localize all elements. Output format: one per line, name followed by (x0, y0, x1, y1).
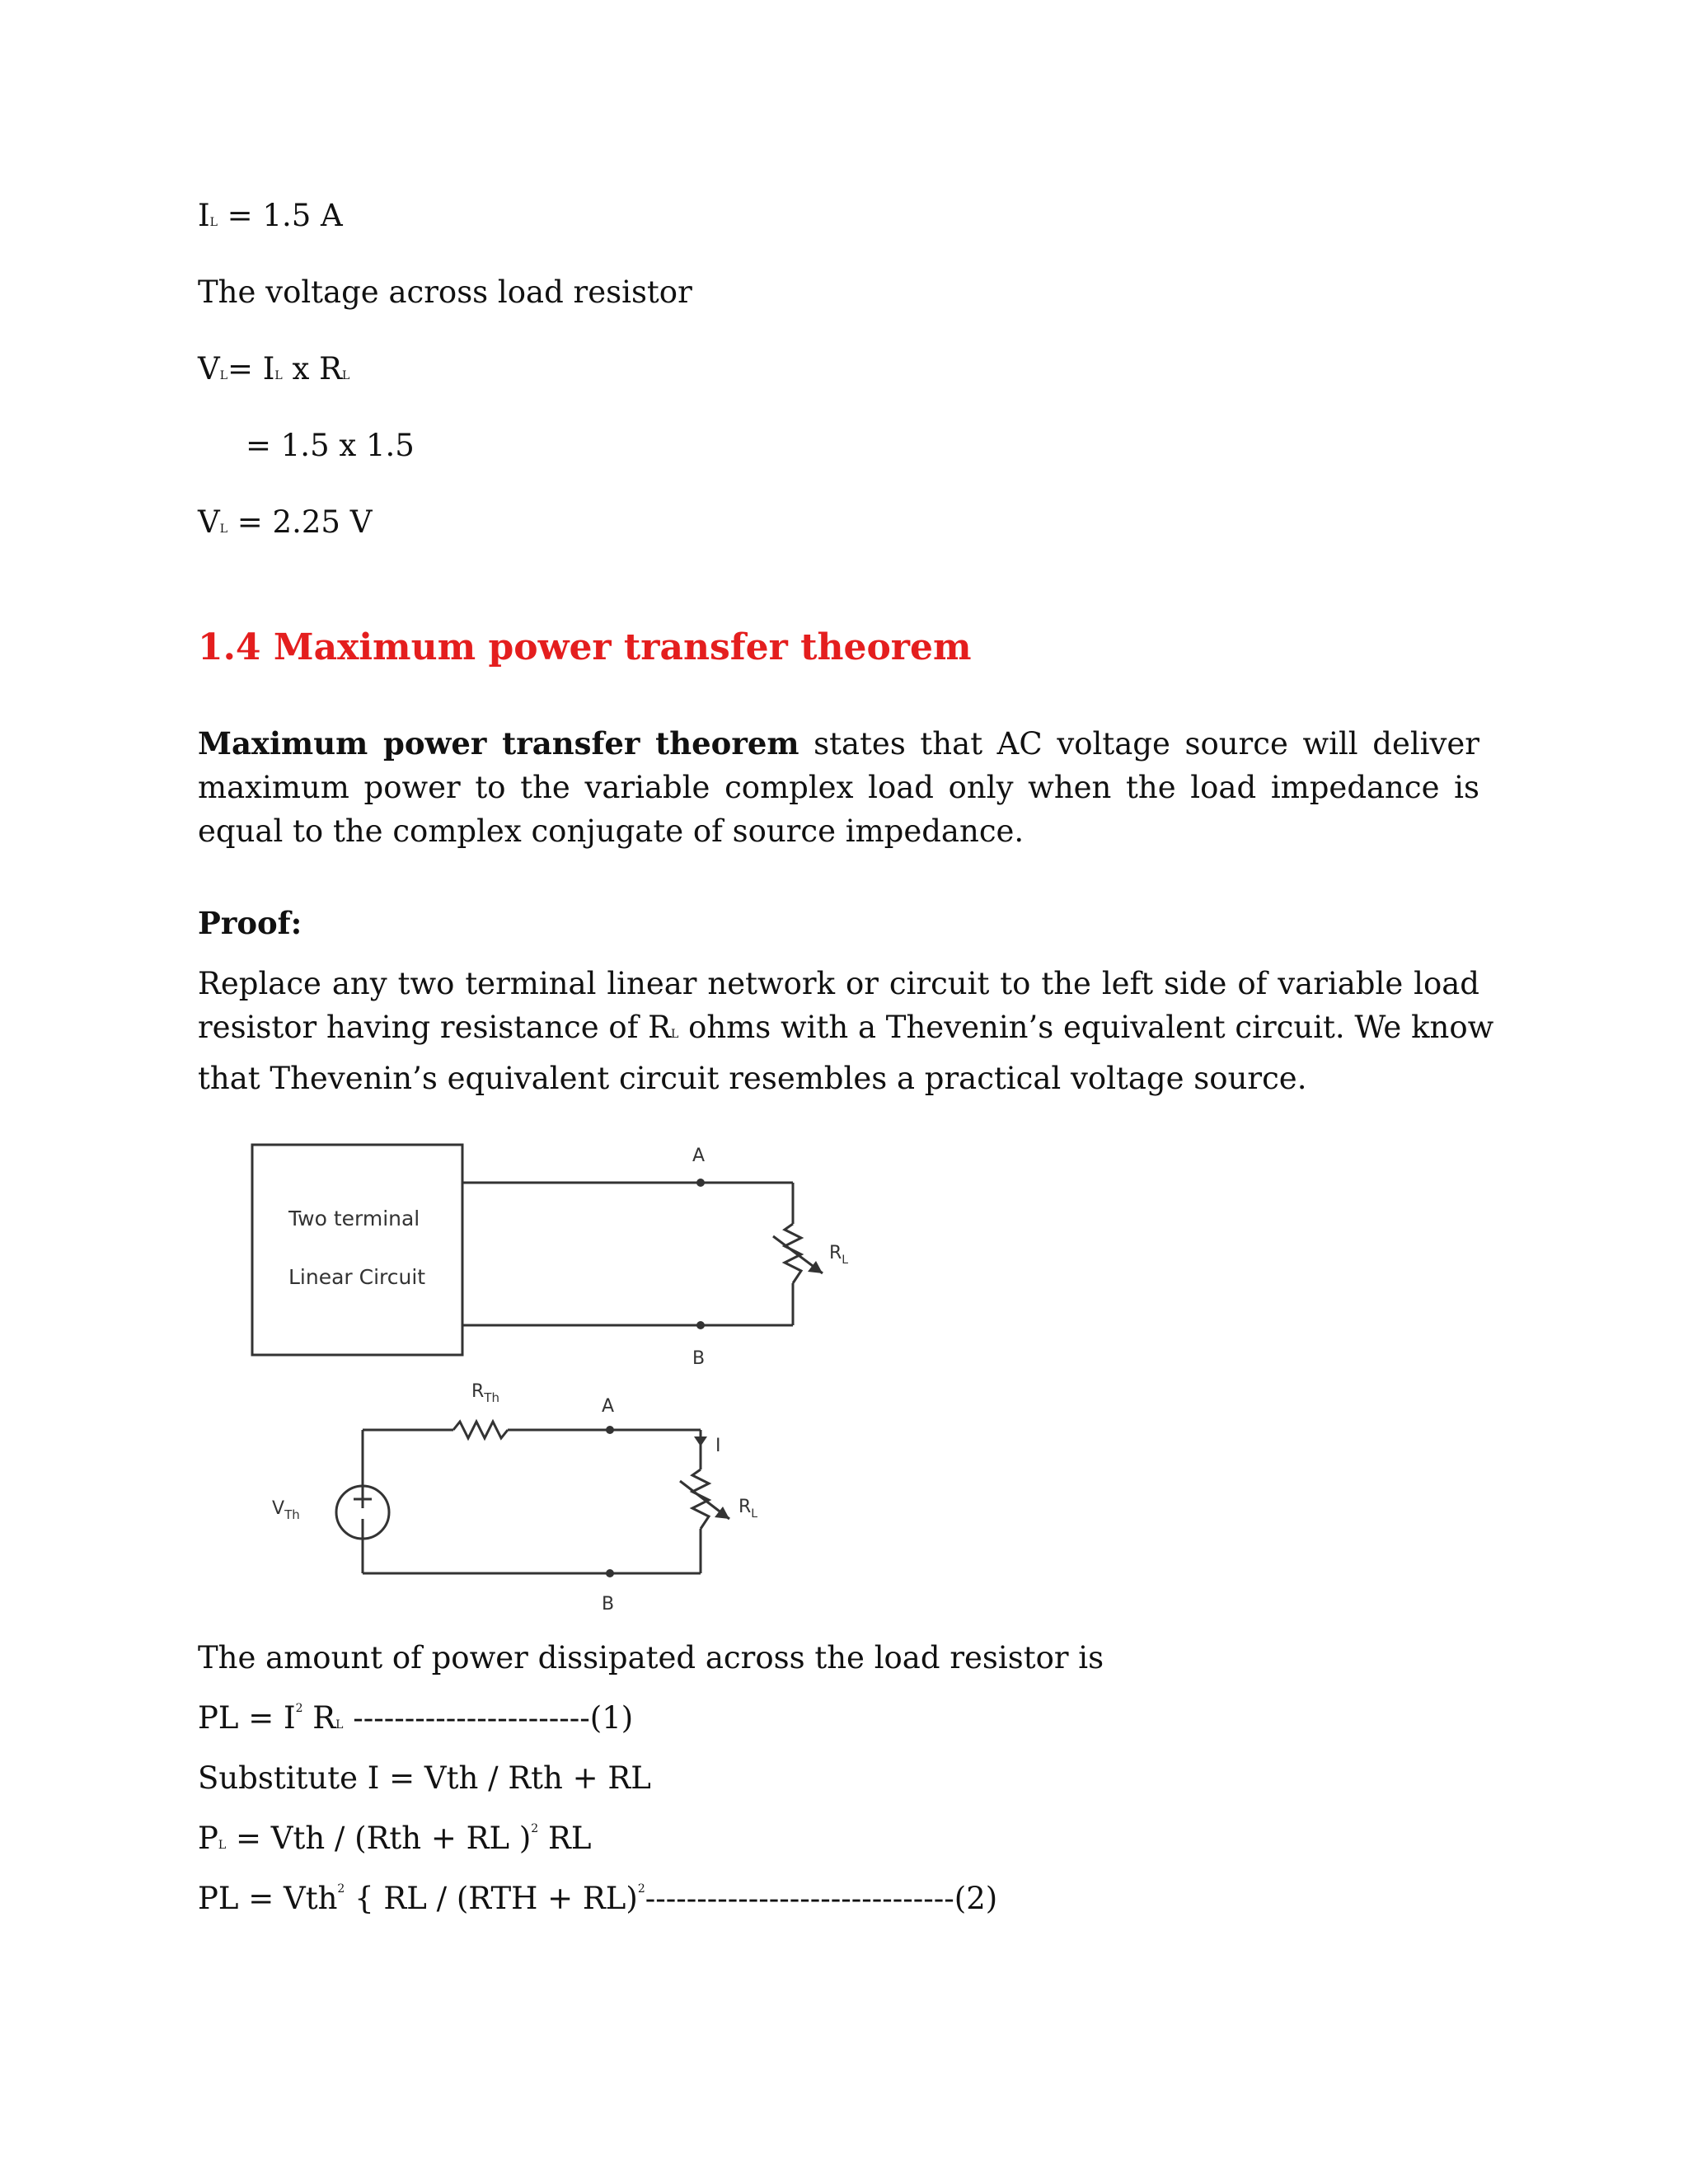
rth-sub: Th (484, 1390, 499, 1405)
il-subscript: L (209, 216, 218, 229)
box-label-1: Two terminal (288, 1207, 420, 1230)
current-label: I (715, 1436, 721, 1456)
rth-resistor (453, 1422, 508, 1438)
vl-result-subscript: L (219, 523, 228, 536)
proof-line-1: Replace any two terminal linear network or circuit to the left side of variable load (198, 966, 1479, 1001)
eq2-c: ------------------------------(2) (645, 1881, 998, 1916)
rth-label (471, 1381, 499, 1405)
top-rl-resistor (785, 1224, 801, 1283)
vl-result-value: = 2.25 V (227, 504, 373, 540)
intro-paragraph (198, 722, 1479, 853)
proof-line-2 (198, 1005, 1494, 1057)
eqpl-sub: L (218, 1839, 227, 1852)
node-a-top-label: A (692, 1146, 706, 1166)
node-b-top-label: B (692, 1348, 706, 1369)
box-label-2: Linear Circuit (288, 1265, 426, 1289)
rth-r: R (471, 1381, 485, 1402)
eq1-c: -----------------------(1) (343, 1700, 634, 1736)
equation-1 (198, 1700, 633, 1736)
node-b-top-dot (696, 1321, 705, 1329)
section-heading: 1.4 Maximum power transfer theorem (198, 626, 972, 668)
proof-paragraph (198, 962, 1494, 1100)
intro-line-3: equal to the complex conjugate of source impedance. (198, 813, 1025, 849)
eqpl-b: RL (538, 1821, 592, 1856)
eq2-b: { RL / (RTH + RL) (345, 1881, 638, 1916)
vl-times-r: x R (282, 351, 342, 387)
vl-formula (198, 351, 349, 387)
il-value: = 1.5 A (217, 198, 343, 233)
bottom-rl-resistor (692, 1469, 709, 1529)
node-a-top-dot (696, 1179, 705, 1187)
eq1-sub: L (335, 1718, 344, 1732)
eq1-b: R (302, 1700, 336, 1736)
eq1-a: PL = I (198, 1700, 296, 1736)
eq2-a: PL = Vth (198, 1881, 338, 1916)
proof-label: Proof: (198, 905, 302, 941)
equation-2 (198, 1881, 997, 1916)
rl-subscript: L (341, 369, 350, 382)
theorem-name: Maximum power transfer theorem (198, 725, 799, 762)
vl-result (198, 504, 372, 540)
current-arrow-icon (694, 1436, 707, 1446)
vl-subscript: L (219, 369, 228, 382)
vl-calculation: = 1.5 x 1.5 (246, 428, 415, 463)
intro-line-1 (198, 722, 1479, 766)
eqpl-a: = Vth / (Rth + RL ) (226, 1821, 532, 1856)
vth-label (272, 1498, 300, 1522)
proof-rl-subscript: L (671, 1028, 679, 1041)
voltage-label: The voltage across load resistor (198, 274, 692, 310)
circuit-figure (239, 1133, 882, 1628)
rl-top-sub: L (842, 1254, 849, 1267)
rl-top-label (829, 1243, 848, 1267)
substitute-line: Substitute I = Vth / Rth + RL (198, 1760, 651, 1796)
eq2-sup: 2 (337, 1882, 345, 1896)
proof-line-2-b: ohms with a Thevenin’s equivalent circuit. We know (678, 1010, 1494, 1045)
il-value-line (198, 198, 343, 233)
equation-pl (198, 1821, 591, 1856)
rl-bottom-sub: L (751, 1507, 758, 1521)
intro-line-1-rest: states that AC voltage source will deliver (799, 726, 1479, 762)
eqpl-sup: 2 (531, 1822, 539, 1835)
proof-line-3: that Thevenin’s equivalent circuit resembles a practical voltage source. (198, 1061, 1307, 1096)
proof-line-2-a: resistor having resistance of R (198, 1010, 672, 1045)
intro-line-2: maximum power to the variable complex load only when the load impedance is (198, 770, 1479, 805)
two-terminal-box (252, 1145, 462, 1355)
vth-sub: Th (284, 1507, 300, 1522)
vl-symbol: V (198, 351, 220, 387)
eq1-sup: 2 (295, 1702, 303, 1715)
il-subscript-2: L (274, 369, 283, 382)
vth-v: V (272, 1498, 285, 1519)
vl-result-symbol: V (198, 504, 220, 540)
rl-bottom-r: R (738, 1497, 752, 1517)
eqpl-p: P (198, 1821, 218, 1856)
node-b-bottom-dot (606, 1569, 614, 1577)
node-a-bottom-label: A (602, 1396, 615, 1417)
il-symbol: I (198, 198, 210, 233)
node-b-bottom-label: B (602, 1594, 615, 1615)
eq2-sup2: 2 (637, 1882, 645, 1896)
vl-eq-i: = I (227, 351, 275, 387)
node-a-bottom-dot (606, 1426, 614, 1434)
rl-bottom-label (738, 1497, 757, 1521)
power-text: The amount of power dissipated across the load resistor is (198, 1640, 1104, 1675)
rl-top-r: R (829, 1243, 842, 1263)
